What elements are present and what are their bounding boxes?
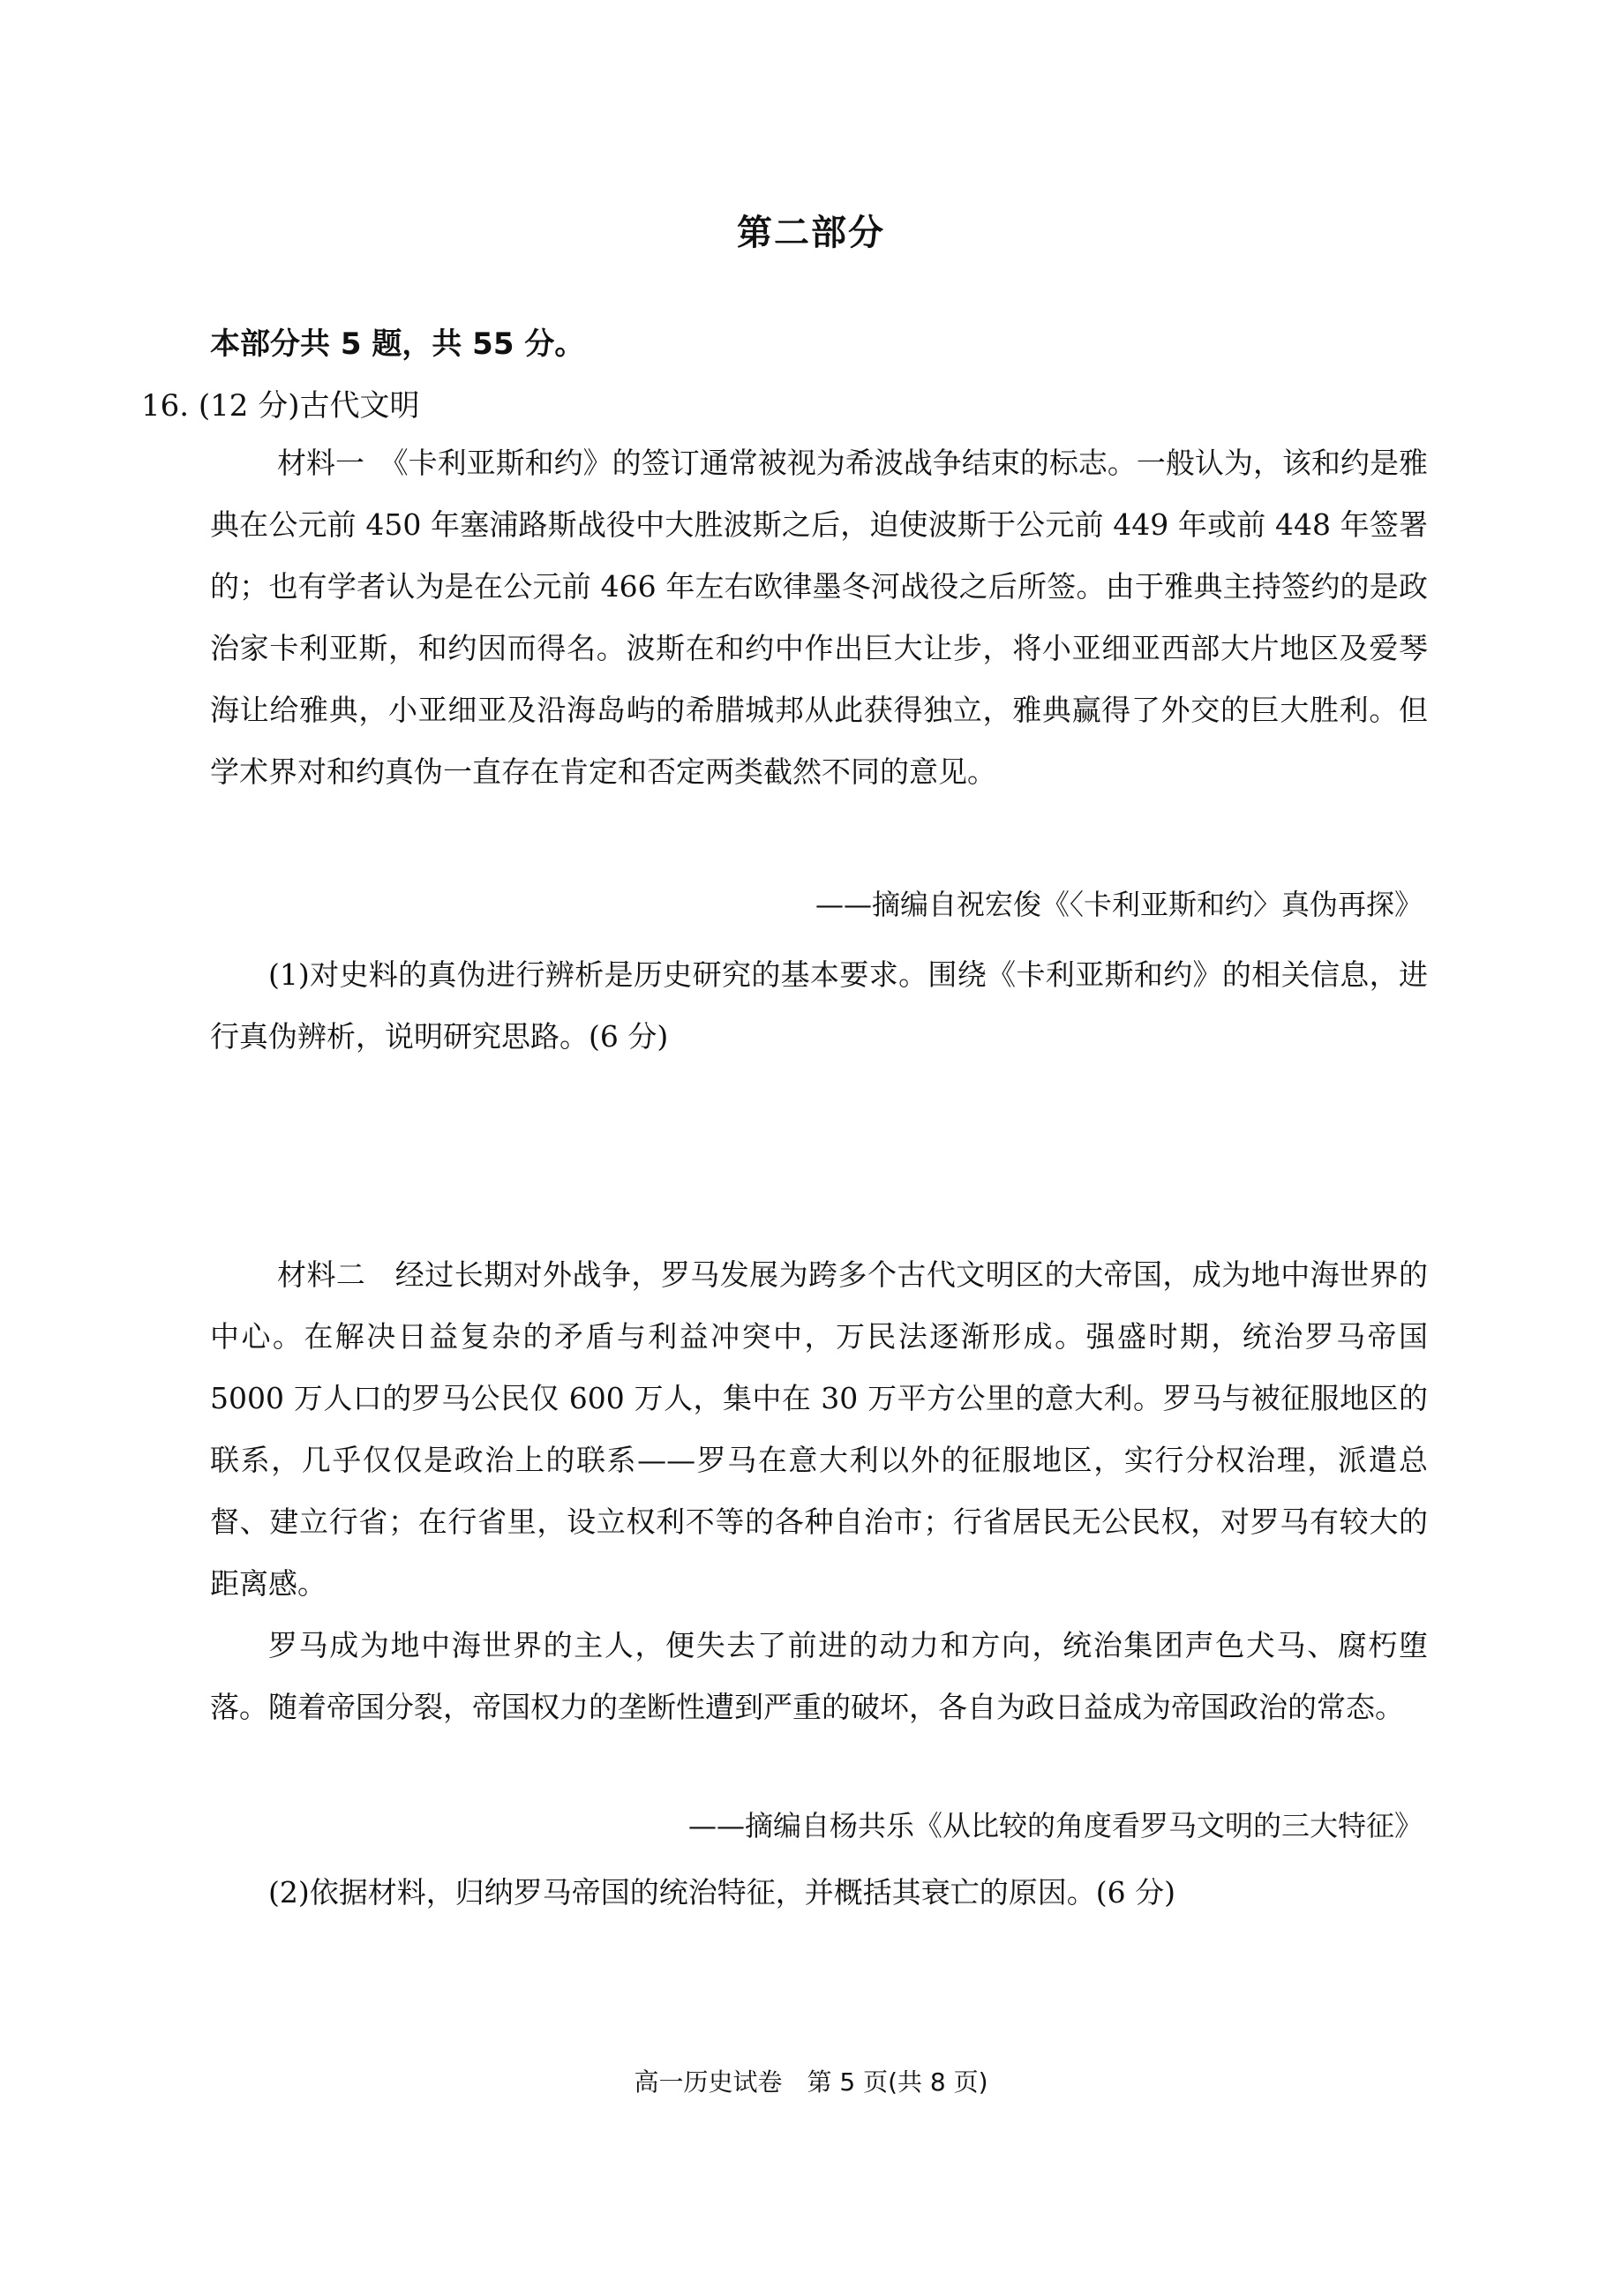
material-two-label: 材料二: [277, 1257, 366, 1292]
material-two-text-1: 经过长期对外战争，罗马发展为跨多个古代文明区的大帝国，成为地中海世界的中心。在解决日益复杂的矛盾与利益冲突中，万民法逐渐形成。强盛时期，统治罗马帝国 5000 万人口的罗马公民仅 600 万人，集中在 30 万平方公里的意大利。罗马与被征服地区的联系，几乎仅仅是政治上的联系——罗马在意大利以外的征服地区，实行分权治理，派遣总督、建立行省；在行省里，设立权利不等的各种自治市；行省居民无公民权，对罗马有较大的距离感。: [210, 1257, 1429, 1601]
material-one-paragraph: [210, 432, 1428, 803]
page-footer: 高一历史试卷 第 5 页(共 8 页): [634, 2067, 988, 2097]
material-two: [210, 1244, 1428, 1738]
sub-question-2-text: (2)依据材料，归纳罗马帝国的统治特征，并概括其衰亡的原因。(6 分): [268, 1875, 1175, 1910]
question-number: 16.: [141, 388, 190, 424]
material-one-label: 材料一: [277, 446, 365, 480]
material-two-paragraph-1: [210, 1244, 1428, 1615]
section-intro: 本部分共 5 题，共 55 分。: [210, 326, 585, 362]
question-title: (12 分)古代文明: [198, 388, 420, 424]
sub-question-1-text: (1)对史料的真伪进行辨析是历史研究的基本要求。围绕《卡利亚斯和约》的相关信息，进行真伪辨析，说明研究思路。(6 分): [210, 957, 1428, 1054]
material-one: [210, 432, 1428, 803]
sub-question-2: [210, 1862, 1428, 1924]
material-one-source: ——摘编自祝宏俊《〈卡利亚斯和约〉真伪再探》: [815, 888, 1423, 921]
sub-question-1: [210, 944, 1428, 1068]
material-two-source: ——摘编自杨共乐《从比较的角度看罗马文明的三大特征》: [687, 1809, 1423, 1842]
section-title: 第二部分: [737, 213, 885, 253]
question-header: [141, 381, 420, 424]
material-two-paragraph-2: 罗马成为地中海世界的主人，便失去了前进的动力和方向，统治集团声色犬马、腐朽堕落。随着帝国分裂，帝国权力的垄断性遭到严重的破坏，各自为政日益成为帝国政治的常态。: [210, 1628, 1428, 1724]
material-one-text: 《卡利亚斯和约》的签订通常被视为希波战争结束的标志。一般认为，该和约是雅典在公元前 450 年塞浦路斯战役中大胜波斯之后，迫使波斯于公元前 449 年或前 448 年签署的；也有学者认为是在公元前 466 年左右欧律墨冬河战役之后所签。由于雅典主持签约的是政治家卡利亚斯，和约因而得名。波斯在和约中作出巨大让步，将小亚细亚西部大片地区及爱琴海让给雅典，小亚细亚及沿海岛屿的希腊城邦从此获得独立，雅典赢得了外交的巨大胜利。但学术界对和约真伪一直存在肯定和否定两类截然不同的意见。: [210, 446, 1429, 789]
